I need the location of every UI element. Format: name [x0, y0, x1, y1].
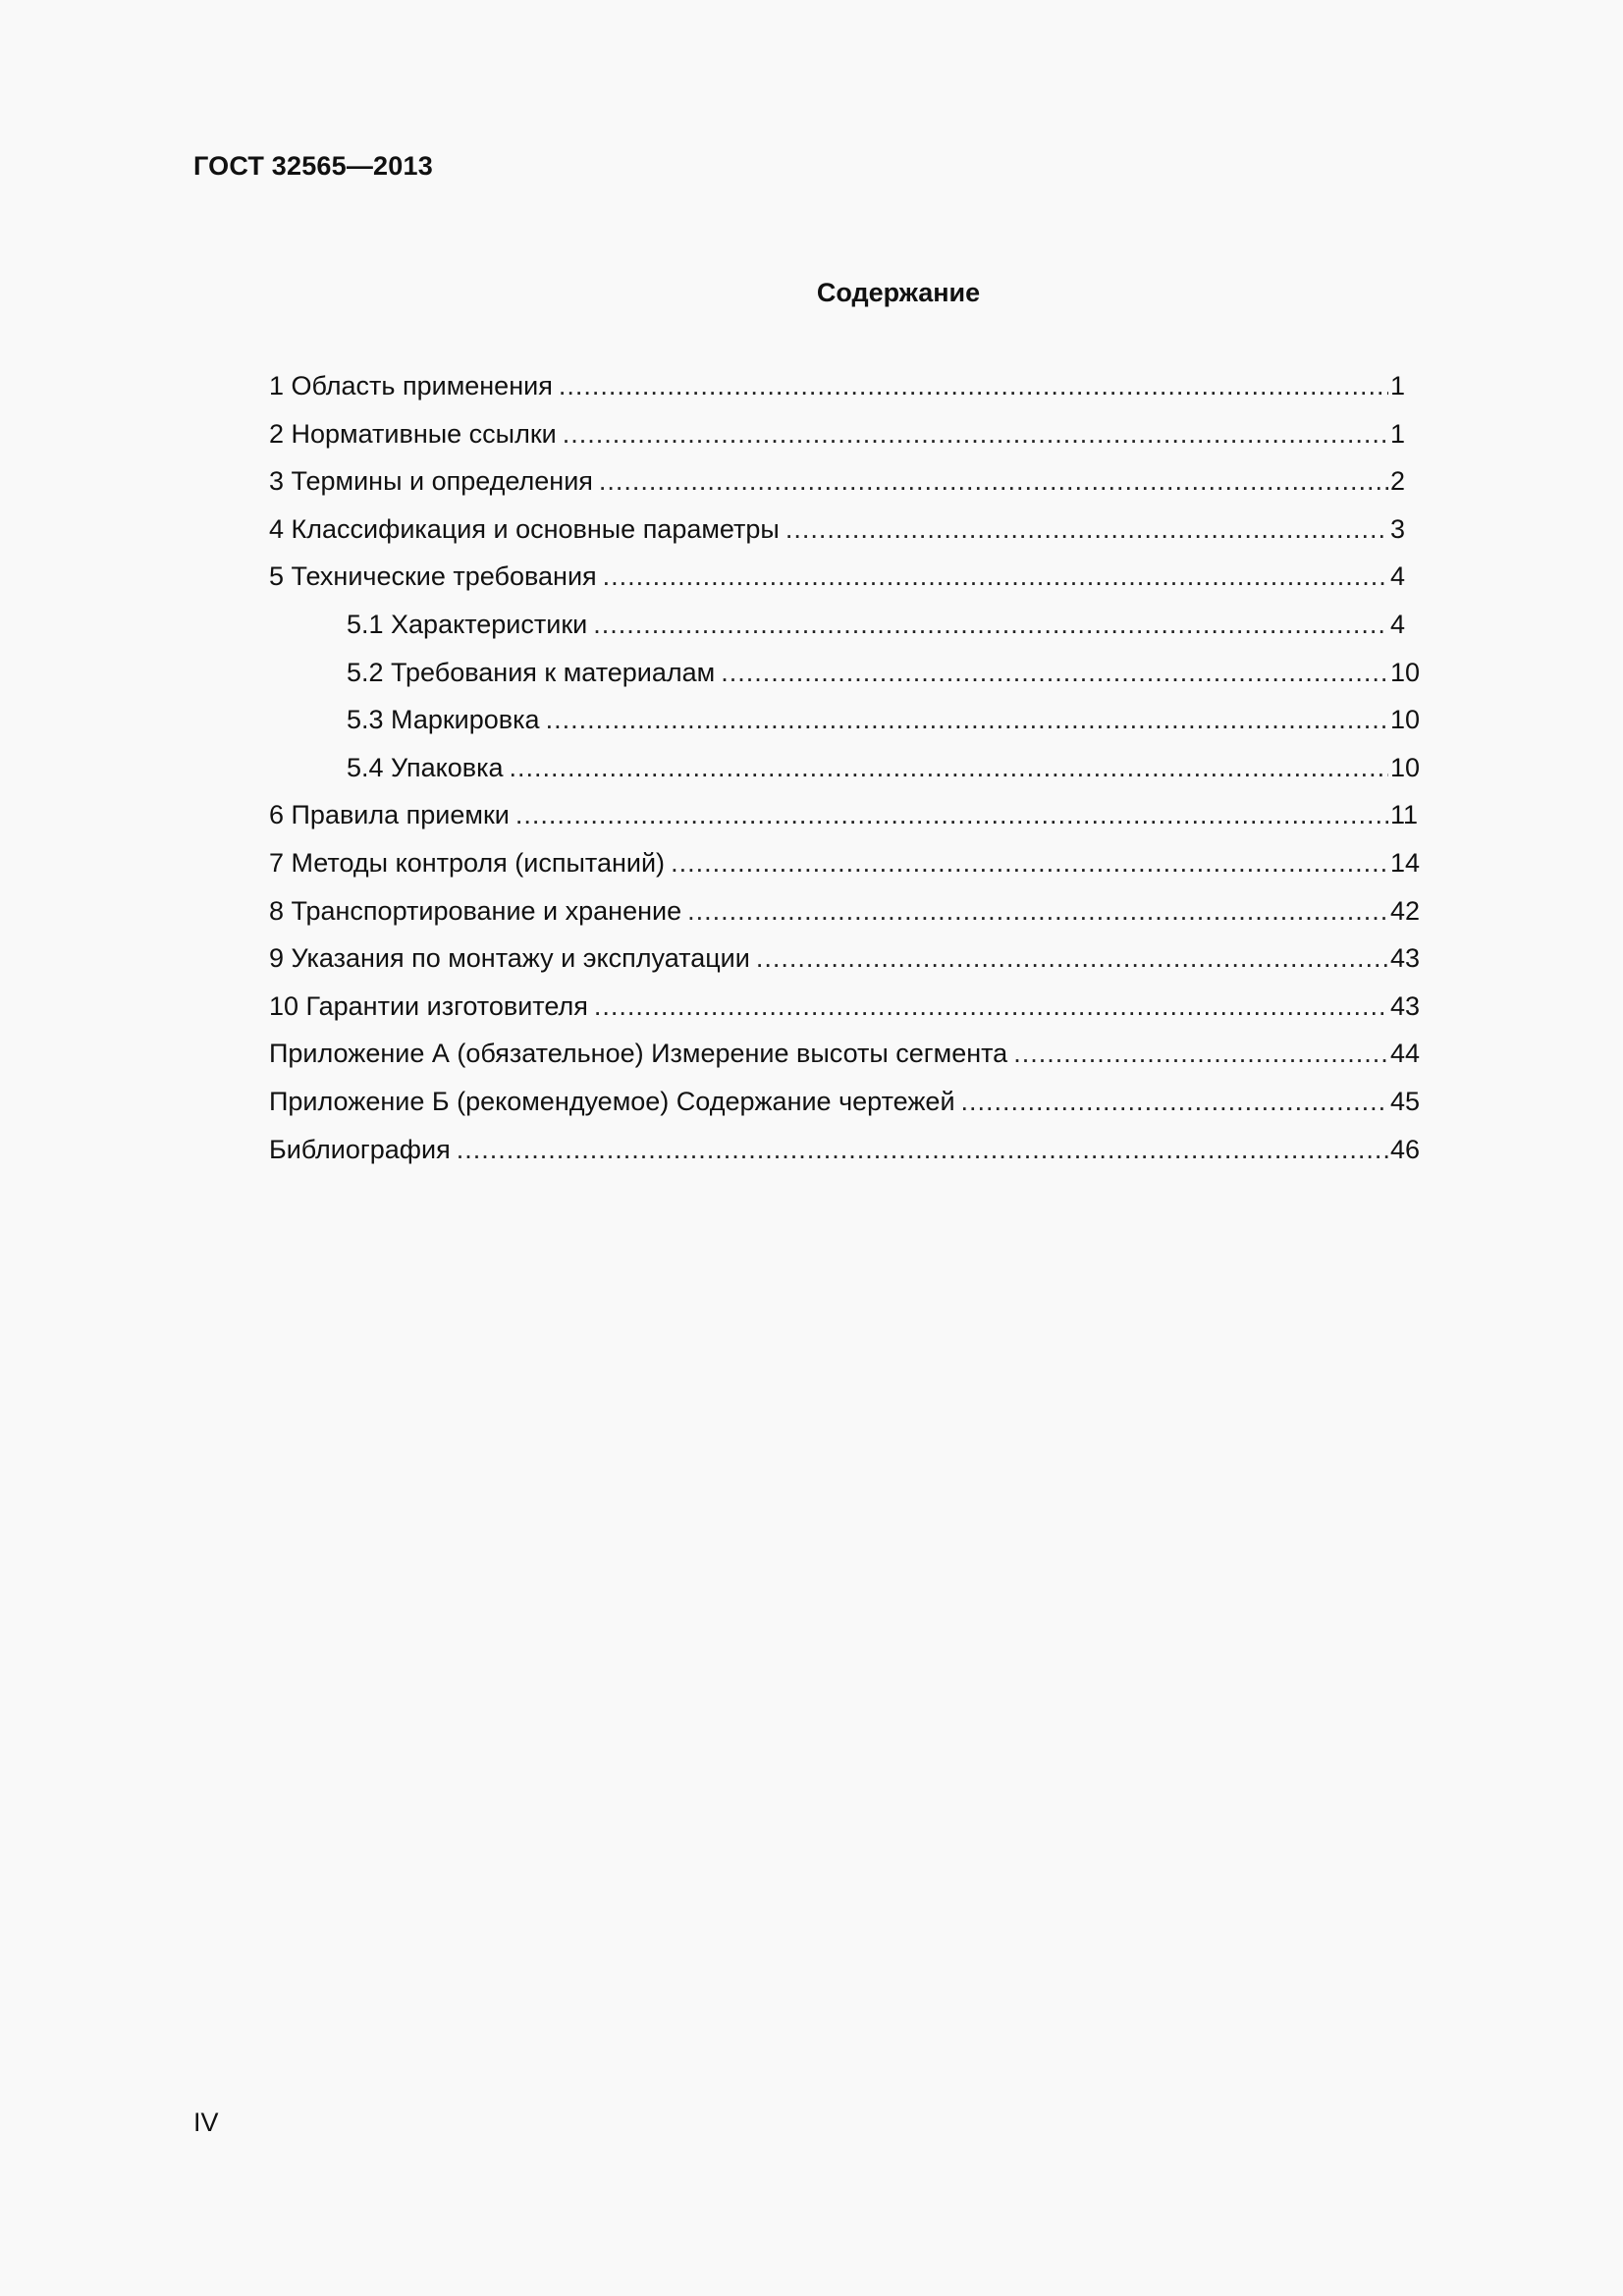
toc-dot-leader — [785, 514, 1388, 545]
toc-dot-leader — [671, 848, 1388, 879]
toc-dot-leader — [515, 800, 1388, 830]
toc-entry-label: Приложение Б (рекомендуемое) Содержание чертежей — [269, 1086, 955, 1116]
toc-entry-page: 45 — [1390, 1086, 1421, 1116]
toc-entry-page: 10 — [1390, 657, 1421, 687]
standard-code-header: ГОСТ 32565—2013 — [193, 151, 433, 181]
toc-entry-label: 5.2 Требования к материалам — [347, 657, 716, 687]
toc-entry[interactable] — [269, 561, 1422, 610]
toc-entry-page: 2 — [1390, 466, 1406, 497]
toc-entry[interactable] — [269, 1039, 1422, 1087]
toc-entry[interactable] — [269, 371, 1422, 419]
toc-entry-label: 4 Классификация и основные параметры — [269, 513, 780, 544]
toc-dot-leader — [603, 561, 1388, 592]
toc-entry[interactable] — [269, 943, 1422, 991]
toc-entry[interactable] — [269, 705, 1422, 753]
toc-dot-leader — [510, 753, 1388, 783]
toc-entry[interactable] — [269, 466, 1422, 514]
toc-entry-page: 1 — [1390, 418, 1406, 449]
toc-dot-leader — [546, 705, 1388, 735]
toc-entry-page: 1 — [1390, 371, 1406, 400]
toc-entry-label: 7 Методы контроля (испытаний) — [269, 847, 666, 878]
toc-dot-leader — [563, 419, 1388, 450]
toc-entry[interactable] — [269, 419, 1422, 467]
toc-dot-leader — [961, 1087, 1388, 1117]
toc-entry-page: 46 — [1390, 1134, 1421, 1164]
toc-dot-leader — [593, 610, 1388, 640]
toc-entry-page: 10 — [1390, 705, 1421, 735]
toc-entry[interactable] — [269, 658, 1422, 706]
toc-entry[interactable] — [269, 800, 1422, 848]
toc-entry[interactable] — [269, 848, 1422, 896]
toc-dot-leader — [457, 1135, 1388, 1165]
toc-entry-label: 9 Указания по монтажу и эксплуатации — [269, 943, 750, 974]
toc-entry[interactable] — [269, 753, 1422, 801]
toc-entry-label: 1 Область применения — [269, 371, 553, 400]
toc-entry-label: 10 Гарантии изготовителя — [269, 990, 588, 1021]
toc-entry[interactable] — [269, 1135, 1422, 1183]
toc-entry[interactable] — [269, 1087, 1422, 1135]
toc-entry-page: 10 — [1390, 752, 1421, 782]
toc-entry-label: 5.1 Характеристики — [347, 609, 588, 639]
toc-entry[interactable] — [269, 896, 1422, 944]
toc-dot-leader — [559, 371, 1388, 401]
table-of-contents — [269, 371, 1422, 1182]
toc-entry-label: 6 Правила приемки — [269, 800, 510, 830]
toc-dot-leader — [599, 466, 1388, 497]
toc-entry-label: 5 Технические требования — [269, 561, 597, 592]
toc-entry-label: 5.3 Маркировка — [347, 705, 540, 735]
toc-entry-page: 42 — [1390, 895, 1421, 926]
toc-entry-page: 4 — [1390, 609, 1406, 639]
toc-entry-page: 43 — [1390, 943, 1421, 974]
toc-entry-page: 43 — [1390, 990, 1421, 1021]
toc-entry[interactable] — [269, 610, 1422, 658]
toc-entry-label: 5.4 Упаковка — [347, 752, 504, 782]
toc-entry[interactable] — [269, 991, 1422, 1040]
toc-entry-page: 14 — [1390, 847, 1421, 878]
toc-entry-page: 44 — [1390, 1039, 1421, 1069]
toc-dot-leader — [756, 943, 1388, 974]
toc-dot-leader — [594, 991, 1388, 1022]
toc-entry-page: 11 — [1390, 800, 1419, 830]
toc-entry-page: 3 — [1390, 513, 1406, 544]
toc-dot-leader — [687, 896, 1388, 927]
toc-entry[interactable] — [269, 514, 1422, 562]
toc-dot-leader — [721, 658, 1388, 688]
toc-entry-label: 8 Транспортирование и хранение — [269, 895, 682, 926]
toc-entry-label: Приложение А (обязательное) Измерение высоты сегмента — [269, 1039, 1008, 1069]
page-title: Содержание — [816, 278, 981, 307]
toc-entry-page: 4 — [1390, 561, 1406, 592]
page-number: IV — [193, 2108, 219, 2137]
toc-entry-label: 3 Термины и определения — [269, 466, 593, 497]
toc-entry-label: 2 Нормативные ссылки — [269, 418, 557, 449]
toc-dot-leader — [1013, 1039, 1388, 1069]
toc-entry-label: Библиография — [269, 1134, 451, 1164]
